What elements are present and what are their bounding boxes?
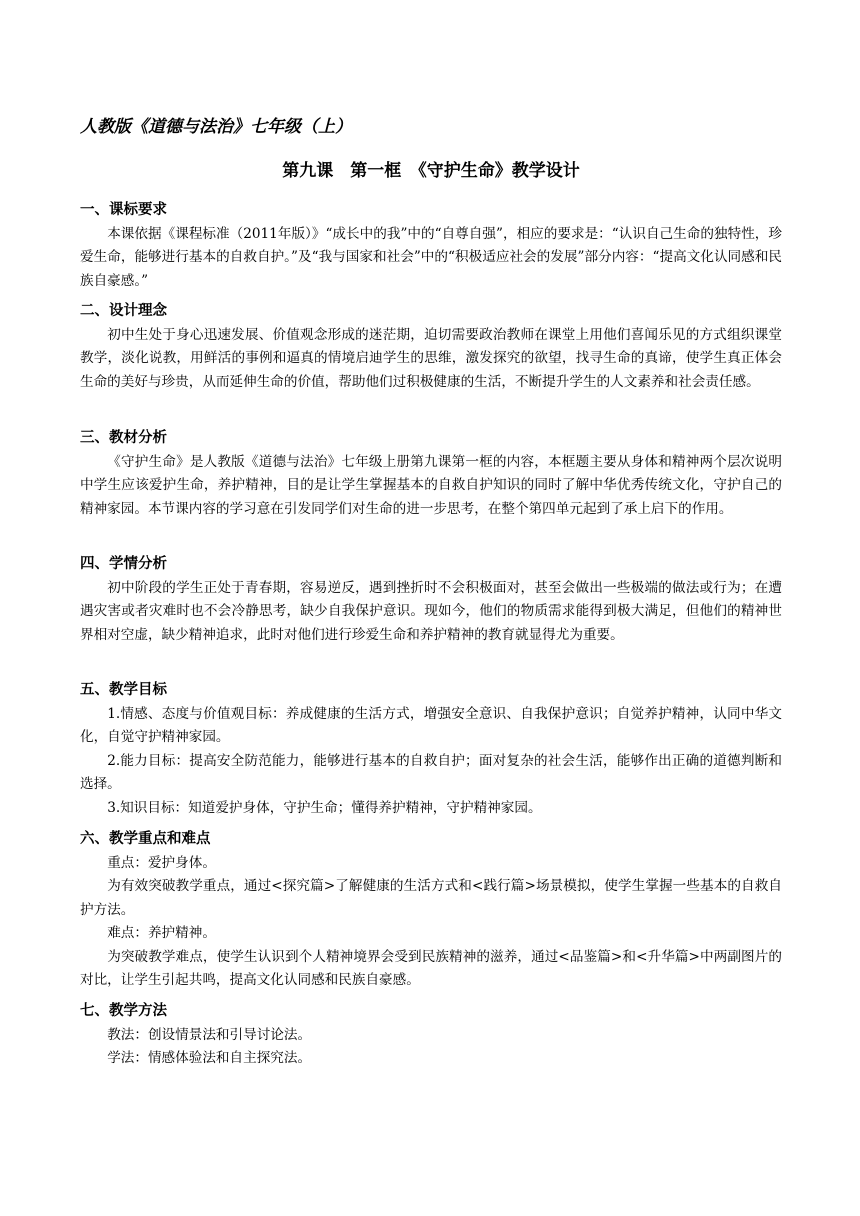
paragraph: 重点：爱护身体。 bbox=[107, 855, 216, 871]
paragraph: 《守护生命》是人教版《道德与法治》七年级上册第九课第一框的内容，本框题主要从身体和精神两个层次说明中学生应该爱护生命，养护精神，目的是让学生掌握基本的自救自护知识的同时了解中华优秀传统文化，守护自己的精神家园。本节课内容的学习意在引发同学们对生命的进一步思考，在整个第四单元起到了承上启下的作用。 bbox=[80, 454, 782, 517]
section-heading: 三、教材分析 bbox=[80, 430, 167, 446]
section-curriculum-requirements bbox=[80, 199, 782, 293]
paragraph: 初中阶段的学生正处于青春期，容易逆反，遇到挫折时不会积极面对，甚至会做出一些极端的做法或行为；在遭遇灾害或者灾难时也不会冷静思考，缺少自我保护意识。现如今，他们的物质需求能得到极大满足，但他们的精神世界相对空虚，缺少精神追求，此时对他们进行珍爱生命和养护精神的教育就显得尤为重要。 bbox=[80, 580, 782, 643]
section-design-concept bbox=[80, 300, 782, 394]
paragraph: 本课依据《课程标准（2011年版）》“成长中的我”中的“自尊自强”，相应的要求是：“认识自己生命的独特性，珍爱生命，能够进行基本的自救自护。”及“我与国家和社会”中的“积极适应社会的发展”部分内容：“提高文化认同感和民族自豪感。” bbox=[80, 226, 782, 289]
paragraph: 难点：养护精神。 bbox=[107, 925, 216, 942]
section-textbook-analysis bbox=[80, 427, 782, 521]
paragraph: 为突破教学难点，使学生认识到个人精神境界会受到民族精神的滋养，通过<品鉴篇>和<升华篇>中两副图片的对比，让学生引起共鸣，提高文化认同感和民族自豪感。 bbox=[80, 948, 782, 989]
paragraph: 为有效突破教学重点，通过<探究篇>了解健康的生活方式和<践行篇>场景模拟，使学生掌握一些基本的自救自护方法。 bbox=[80, 878, 782, 918]
paragraph: 初中生处于身心迅速发展、价值观念形成的迷茫期，迫切需要政治教师在课堂上用他们喜闻乐见的方式组织课堂教学，淡化说教，用鲜活的事例和逼真的情境启迪学生的思维，激发探究的欲望，找寻生命的真谛，使学生真正体会生命的美好与珍贵，从而延伸生命的价值，帮助他们过积极健康的生活，不断提升学生的人文素养和社会责任感。 bbox=[80, 327, 782, 390]
section-heading: 五、教学目标 bbox=[80, 682, 167, 698]
section-heading: 一、课标要求 bbox=[80, 202, 167, 218]
paragraph: 教法：创设情景法和引导讨论法。 bbox=[107, 1027, 312, 1043]
section-heading: 二、设计理念 bbox=[80, 303, 167, 319]
section-heading: 六、教学重点和难点 bbox=[80, 831, 211, 847]
header-title: 人教版《道德与法治》七年级（上） bbox=[80, 117, 352, 137]
section-heading: 七、教学方法 bbox=[80, 1003, 167, 1019]
section-student-analysis bbox=[80, 553, 782, 647]
section-teaching-objectives bbox=[80, 679, 782, 820]
paragraph: 3.知识目标：知道爱护身体，守护生命；懂得养护精神，守护精神家园。 bbox=[107, 799, 542, 816]
paragraph: 1.情感、态度与价值观目标：养成健康的生活方式，增强安全意识、自我保护意识；自觉养护精神，认同中华文化，自觉守护精神家园。 bbox=[80, 706, 782, 746]
section-heading: 四、学情分析 bbox=[80, 556, 167, 572]
section-teaching-methods bbox=[80, 1000, 782, 1071]
section-key-and-difficult-points bbox=[80, 828, 782, 992]
paragraph: 学法：情感体验法和自主探究法。 bbox=[107, 1050, 312, 1067]
page-title: 第九课 第一框 《守护生命》教学设计 bbox=[282, 161, 580, 181]
paragraph: 2.能力目标：提高安全防范能力，能够进行基本的自救自护；面对复杂的社会生活，能够作出正确的道德判断和选择。 bbox=[80, 752, 782, 793]
